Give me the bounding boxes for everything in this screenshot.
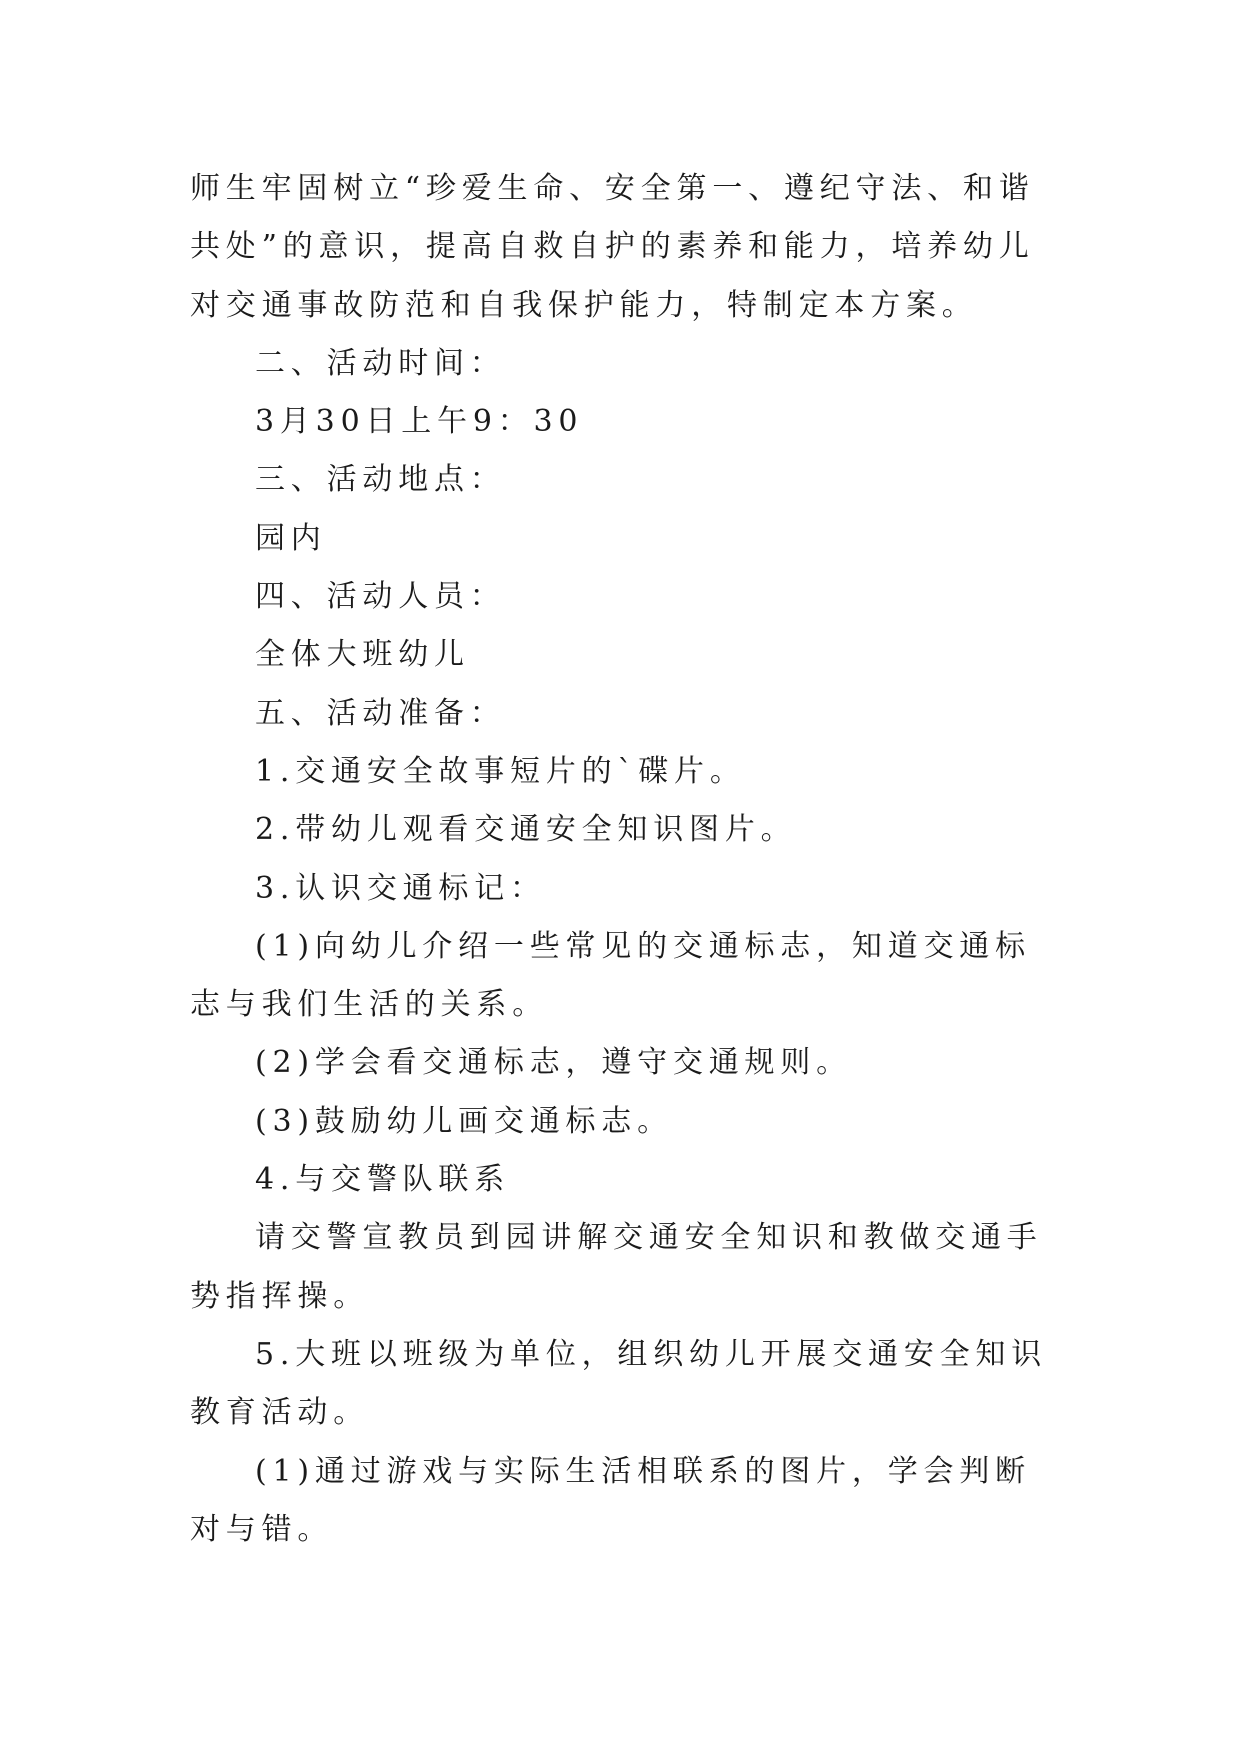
preparation-subitem-3-1: (1)向幼儿介绍一些常见的交通标志，知道交通标志与我们生活的关系。: [190, 928, 1031, 1023]
heading-activity-location: 三、活动地点：: [255, 462, 506, 498]
preparation-item-3: 3.认识交通标记：: [255, 870, 546, 906]
preparation-item-1: 1.交通安全故事短片的`碟片。: [255, 753, 746, 789]
paragraph-intro-continued: 师生牢固树立“珍爱生命、安全第一、遵纪守法、和谐共处”的意识，提高自救自护的素养和能力，培养幼儿对交通事故防范和自我保护能力，特制定本方案。: [190, 171, 1035, 323]
activity-location-value: 园内: [255, 520, 327, 556]
heading-activity-time: 二、活动时间：: [255, 345, 506, 381]
heading-activity-participants: 四、活动人员：: [255, 579, 506, 615]
preparation-subitem-5-1: (1)通过游戏与实际生活相联系的图片，学会判断对与错。: [190, 1453, 1031, 1547]
activity-time-value: 3月30日上午9：30: [255, 404, 584, 440]
preparation-subitem-3-2: (2)学会看交通标志，遵守交通规则。: [255, 1045, 852, 1081]
preparation-item-5: 5.大班以班级为单位，组织幼儿开展交通安全知识教育活动。: [190, 1336, 1048, 1431]
preparation-item-2: 2.带幼儿观看交通安全知识图片。: [255, 812, 797, 848]
preparation-item-4-detail: 请交警宣教员到园讲解交通安全知识和教做交通手势指挥操。: [190, 1220, 1043, 1314]
preparation-subitem-3-3: (3)鼓励幼儿画交通标志。: [255, 1103, 673, 1139]
document-body: [190, 160, 1050, 1559]
preparation-item-4: 4.与交警队联系: [255, 1162, 511, 1198]
heading-activity-preparation: 五、活动准备：: [255, 695, 506, 731]
activity-participants-value: 全体大班幼儿: [255, 637, 470, 673]
